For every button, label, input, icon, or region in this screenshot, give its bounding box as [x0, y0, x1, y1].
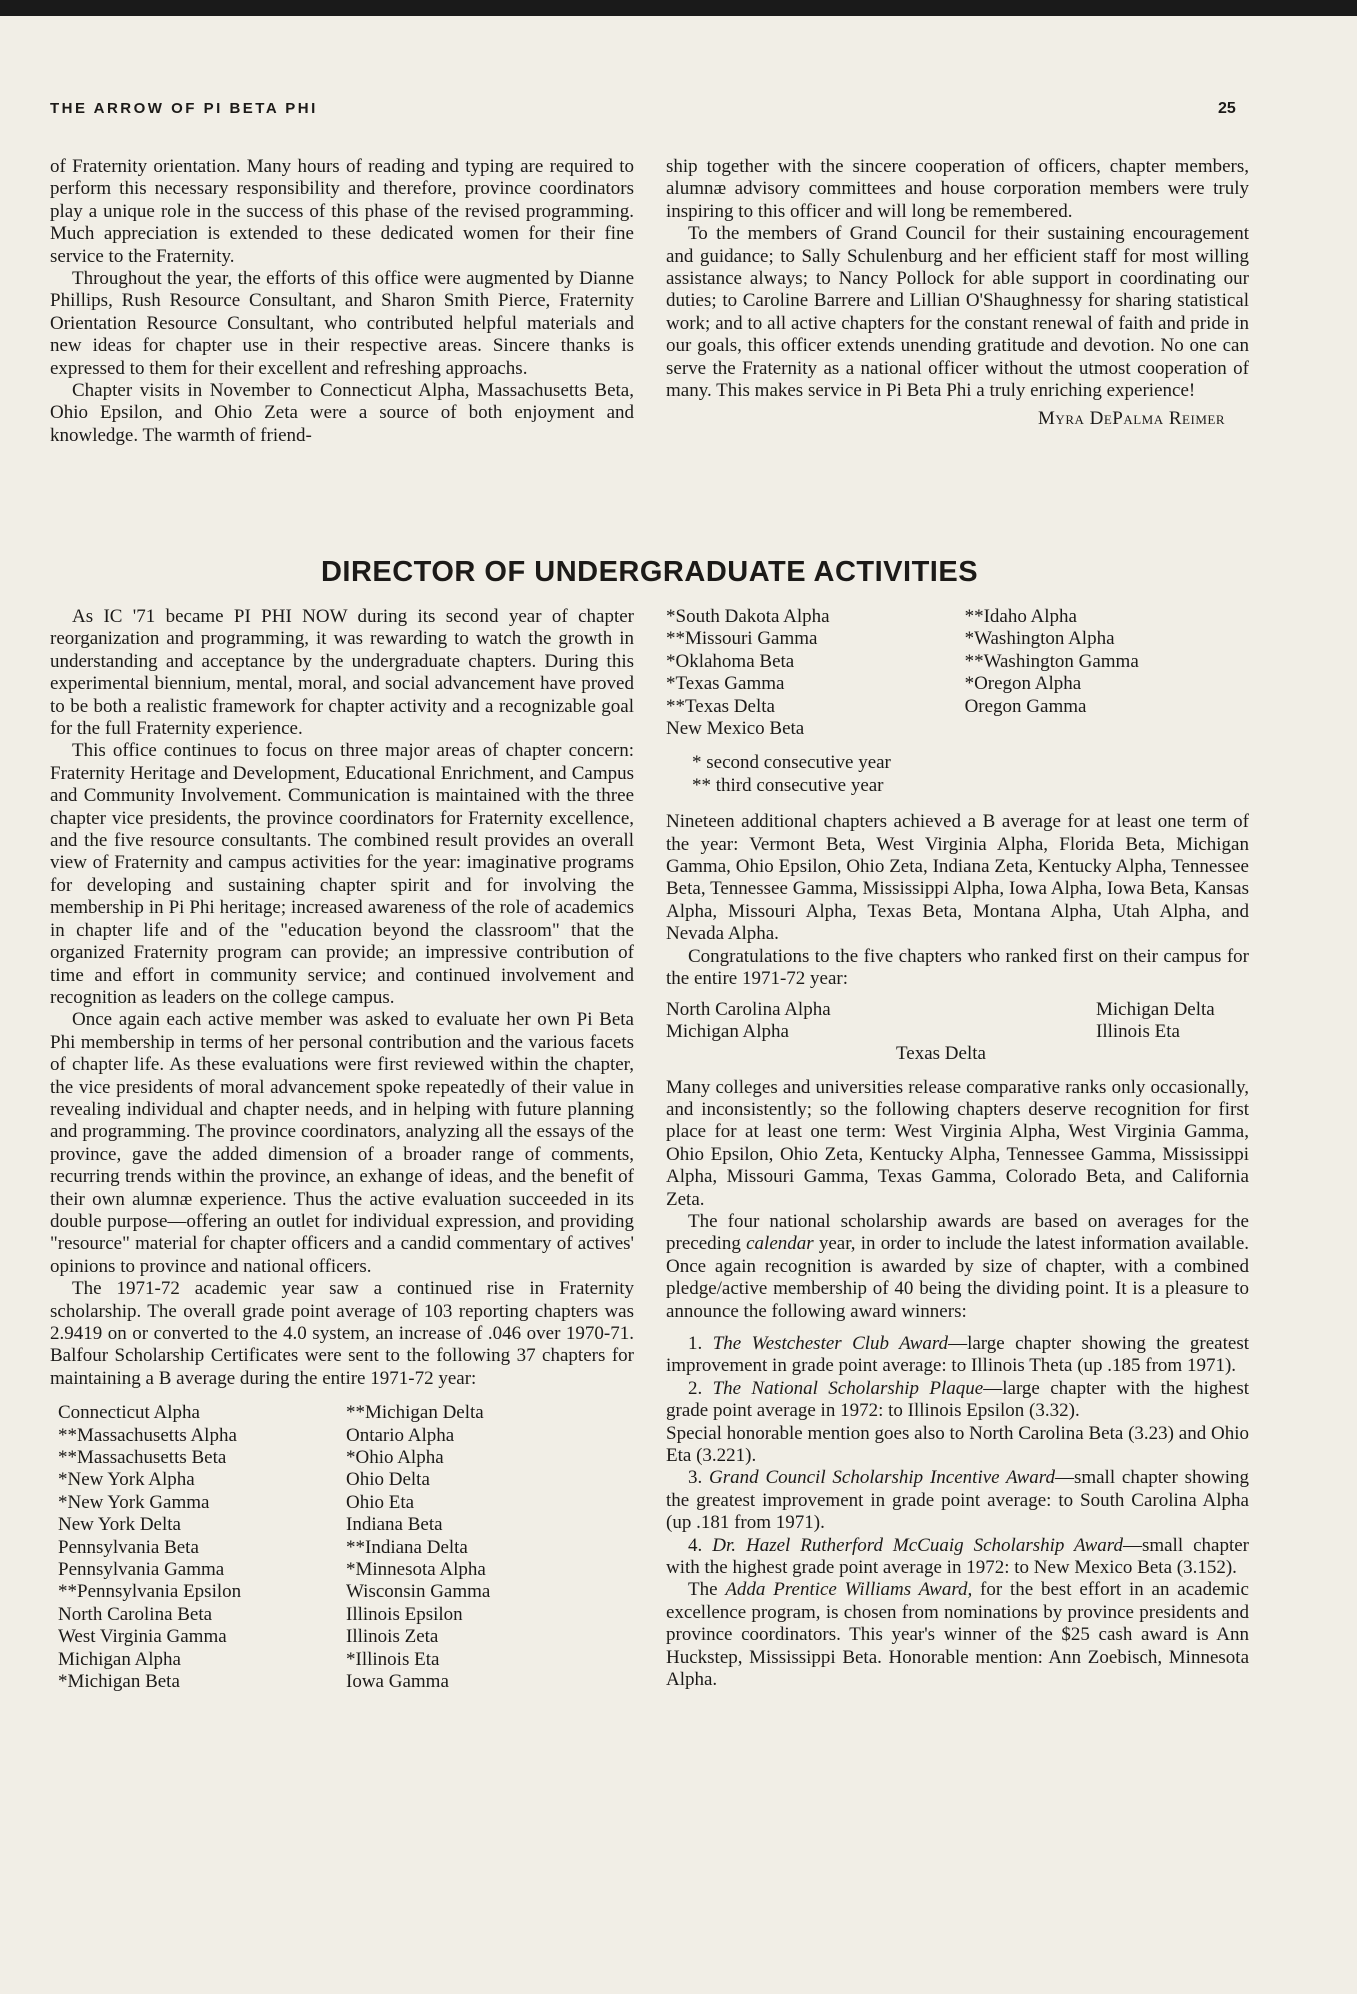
award-item: [666, 1378, 1249, 1423]
right-column: [666, 606, 1249, 1691]
footnote: ** third consecutive year: [692, 774, 884, 796]
award-name: The Westchester Club Award: [712, 1332, 949, 1354]
chapter-list-item: **Missouri Gamma: [666, 628, 818, 650]
paragraph: [666, 1579, 1249, 1691]
paragraph: Many colleges and universities release comparative ranks only occasionally, and inconsistently; so the following chapters deserve recognition for first place for at least one term: West Virginia Alpha, West Virginia Gamma, Ohio Epsilon, Ohio Zeta, Kentucky Alpha, Tennessee Gamma, Mississippi Alpha, Missouri Gamma, Texas Gamma, Colorado Beta, and California Zeta.: [666, 1076, 1249, 1210]
chapter-list-item: Iowa Gamma: [346, 1671, 449, 1693]
chapter-list-item: **Massachusetts Beta: [58, 1447, 227, 1469]
chapter-list-item: New York Delta: [58, 1514, 181, 1536]
award-text: —large chapter with the highest grade point average in 1972: to Illinois Epsilon (3.32).: [666, 1377, 1250, 1422]
top-chapter: North Carolina Alpha: [666, 998, 831, 1020]
award-item: [666, 1535, 1249, 1580]
scan-edge: [0, 0, 1357, 16]
chapter-list-item: **Idaho Alpha: [964, 606, 1077, 627]
chapter-list-item: *Washington Alpha: [964, 628, 1115, 650]
paragraph: The 1971-72 academic year saw a continued rise in Fraternity scholarship. The overall grade point average of 103 reporting chapters was 2.9419 on or converted to the 4.0 system, an increase of .046 over 1970-71. Balfour Scholarship Certificates were sent to the following 37 chapters for maintaining a B average during the entire 1971-72 year:: [50, 1278, 634, 1389]
chapter-list-item: **Indiana Delta: [346, 1536, 468, 1558]
award-number: 4.: [688, 1534, 713, 1556]
chapter-list-item: *Illinois Eta: [346, 1648, 440, 1670]
award-text: —small chapter with the highest grade point average in 1972: to New Mexico Beta (3.152).: [666, 1534, 1249, 1579]
chapter-list-column: [346, 1402, 634, 1693]
paragraph: ship together with the sincere cooperation of officers, chapter members, alumnæ advisory committees and house corporation members were truly inspiring to this officer and will long be remembered.: [666, 156, 1249, 222]
award-text: —small chapter showing the greatest improvement in grade point average: to South Carolina Alpha (up .181 from 1971).: [666, 1467, 1249, 1534]
chapter-list-item: **Texas Delta: [666, 695, 775, 717]
paragraph: Congratulations to the five chapters who ranked first on their campus for the entire 1971-72 year:: [666, 945, 1249, 990]
text-run: for the best effort in an academic excellence program, is chosen from nominations by province presidents and province coordinators. This year's winner of the $25 cash award is Ann Huckstep, Mississippi Beta. Honorable mention: Ann Zoebisch, Minnesota Alpha.: [666, 1579, 1249, 1691]
paragraph: This office continues to focus on three major areas of chapter concern: Fraternity Heritage and Development, Educational Enrichment, and Campus and Community Involvement. Communication is maintained with the three chapter vice presidents, the province coordinators for Fraternity excellence, and the five resource consultants. The combined result provides an overall view of Fraternity and campus activities for the year: imaginative programs for developing and sustaining chapter spirit and for involving the membership in Pi Phi heritage; increased awareness of the role of academics in chapter life and of the "education beyond the classroom" that the organized Fraternity program can provide; an impressive contribution of time and effort in community service; and continued involvement and recognition as leaders on the college campus.: [50, 740, 634, 1008]
text-run: year, in order to include the latest information available. Once again recognition is awarded by size of chapter, with a combined pledge/active membership of 40 being the dividing point. It is a pleasure to announce the following award winners:: [666, 1233, 1249, 1322]
chapter-list-item: *Michigan Beta: [58, 1671, 180, 1693]
top-chapter: Texas Delta: [896, 1042, 986, 1064]
top-chapter: Michigan Delta: [1096, 998, 1215, 1020]
award-name: Adda Prentice Williams Award,: [725, 1579, 973, 1601]
signature: Myra DePalma Reimer: [1038, 408, 1225, 430]
chapter-list-item: Pennsylvania Gamma: [58, 1559, 225, 1581]
chapter-list-item: *Minnesota Alpha: [346, 1559, 486, 1581]
section-title: DIRECTOR OF UNDERGRADUATE ACTIVITIES: [320, 556, 979, 588]
top-right-column: [666, 156, 1249, 431]
chapter-list-item: Connecticut Alpha: [58, 1402, 200, 1424]
chapter-list-item: Illinois Epsilon: [346, 1603, 463, 1625]
paragraph: [666, 1211, 1249, 1323]
running-head: THE ARROW OF PI BETA PHI: [50, 100, 318, 117]
page-number: 25: [1218, 100, 1236, 117]
top-chapter: Michigan Alpha: [666, 1020, 789, 1042]
chapter-list-item: *Ohio Alpha: [346, 1447, 444, 1469]
award-number: 2.: [688, 1377, 713, 1399]
honorable-mention: Special honorable mention goes also to North Carolina Beta (3.23) and Ohio Eta (3.221).: [666, 1422, 1249, 1466]
paragraph: To the members of Grand Council for their sustaining encouragement and guidance; to Sally Schulenburg and her efficient staff for most willing assistance always; to Nancy Pollock for able support in coordinating our duties; to Caroline Barrere and Lillian O'Shaughnessy for sharing statistical work; and to all active chapters for the constant renewal of faith and pride in our goals, this officer extends unending gratitude and devotion. No one can serve the Fraternity as a national officer without the utmost cooperation of many. This makes service in Pi Beta Phi a truly enriching experience!: [666, 223, 1249, 402]
top-left-column: [50, 156, 634, 447]
footnotes: [666, 752, 1249, 797]
paragraph: of Fraternity orientation. Many hours of reading and typing are required to perform this necessary responsibility and therefore, province coordinators play a unique role in the success of this phase of the revised programming. Much appreciation is extended to these dedicated women for their fine service to the Fraternity.: [50, 156, 634, 267]
chapter-list-item: Illinois Zeta: [346, 1626, 439, 1648]
top-chapters-list: [666, 999, 1249, 1067]
chapter-list-item: North Carolina Beta: [58, 1603, 213, 1625]
award-number: 3.: [688, 1467, 710, 1489]
chapter-list-column: [666, 606, 965, 740]
chapter-list-item: *South Dakota Alpha: [666, 606, 830, 627]
chapter-list-item: **Washington Gamma: [964, 650, 1139, 672]
chapter-list-item: Michigan Alpha: [58, 1648, 181, 1670]
chapter-list-item: Indiana Beta: [346, 1514, 443, 1536]
chapter-list-item: West Virginia Gamma: [58, 1626, 227, 1648]
chapter-list-item: *Texas Gamma: [666, 673, 785, 695]
chapter-list-item: Ohio Delta: [346, 1469, 430, 1491]
award-item: [666, 1333, 1249, 1378]
chapter-list-item: **Pennsylvania Epsilon: [58, 1581, 242, 1603]
chapter-list-item: New Mexico Beta: [666, 718, 805, 740]
chapter-list-item: *New York Alpha: [58, 1469, 195, 1491]
text-run: The four national scholarship awards are based on averages for the preceding: [666, 1210, 1249, 1255]
chapter-list-column: [58, 1402, 346, 1693]
chapter-list-item: *Oregon Alpha: [964, 673, 1082, 695]
chapter-list-item: Ontario Alpha: [346, 1424, 455, 1446]
emphasis: calendar: [746, 1233, 814, 1255]
left-column: [50, 606, 634, 1694]
chapter-list-column: [965, 606, 1249, 740]
top-chapter: Illinois Eta: [1096, 1020, 1180, 1042]
chapter-list-item: *Oklahoma Beta: [666, 650, 795, 672]
b-average-chapter-list: [50, 1402, 634, 1693]
paragraph: Throughout the year, the efforts of this office were augmented by Dianne Phillips, Rush Resource Consultant, and Sharon Smith Pierce, Fraternity Orientation Resource Consultant, who contributed helpful materials and new ideas for chapter use in their respective areas. Sincere thanks is expressed to them for their excellent and refreshing approachs.: [50, 268, 634, 379]
chapter-list-item: *New York Gamma: [58, 1491, 210, 1513]
footnote: * second consecutive year: [692, 752, 891, 774]
paragraph: Nineteen additional chapters achieved a B average for at least one term of the year: Vermont Beta, West Virginia Alpha, Florida Beta, Michigan Gamma, Ohio Epsilon, Ohio Zeta, Indiana Zeta, Kentucky Alpha, Tennessee Beta, Tennessee Gamma, Mississippi Alpha, Iowa Alpha, Iowa Beta, Kansas Alpha, Missouri Alpha, Texas Beta, Montana Alpha, Utah Alpha, and Nevada Alpha.: [666, 811, 1249, 945]
paragraph: As IC '71 became PI PHI NOW during its second year of chapter reorganization and programming, it was rewarding to watch the growth in understanding and acceptance by the undergraduate chapters. During this experimental biennium, mental, moral, and social advancement have proved to be both a realistic framework for chapter activity and a recognizable goal for the full Fraternity experience.: [50, 606, 634, 740]
award-text: —large chapter showing the greatest improvement in grade point average: to Illinois Theta (up .185 from 1971).: [666, 1332, 1249, 1377]
text-run: The: [688, 1579, 726, 1601]
award-item: [666, 1467, 1249, 1534]
award-number: 1.: [688, 1332, 713, 1354]
chapter-list-item: **Michigan Delta: [346, 1402, 484, 1424]
award-name: Grand Council Scholarship Incentive Award: [709, 1467, 1055, 1489]
chapter-list-item: Wisconsin Gamma: [346, 1581, 491, 1603]
b-average-chapter-list-continued: [666, 606, 1249, 740]
chapter-list-item: **Massachusetts Alpha: [58, 1424, 237, 1446]
chapter-list-item: Ohio Eta: [346, 1491, 415, 1513]
chapter-list-item: Pennsylvania Beta: [58, 1536, 199, 1558]
award-name: Dr. Hazel Rutherford McCuaig Scholarship Award: [712, 1534, 1123, 1556]
paragraph: Chapter visits in November to Connecticut Alpha, Massachusetts Beta, Ohio Epsilon, and Ohio Zeta were a source of both enjoyment and knowledge. The warmth of friend-: [50, 380, 634, 446]
chapter-list-item: Oregon Gamma: [964, 695, 1087, 717]
paragraph: Once again each active member was asked to evaluate her own Pi Beta Phi membership in terms of her personal contribution and the various facets of chapter life. As these evaluations were first reviewed within the chapter, the vice presidents of moral advancement spoke repeatedly of their value in revealing individual and chapter needs, and in helping with future planning and programming. The province coordinators, analyzing all the essays of the province, gave the added dimension of a broader range of comments, recurring trends within the province, an exhange of ideas, and the benefit of their own alumnæ experience. Thus the active evaluation succeeded in its double purpose—offering an outlet for individual expression, and providing "resource" material for chapter officers and a candid commentary of actives' opinions to province and national officers.: [50, 1009, 634, 1277]
award-name: The National Scholarship Plaque: [712, 1377, 984, 1399]
